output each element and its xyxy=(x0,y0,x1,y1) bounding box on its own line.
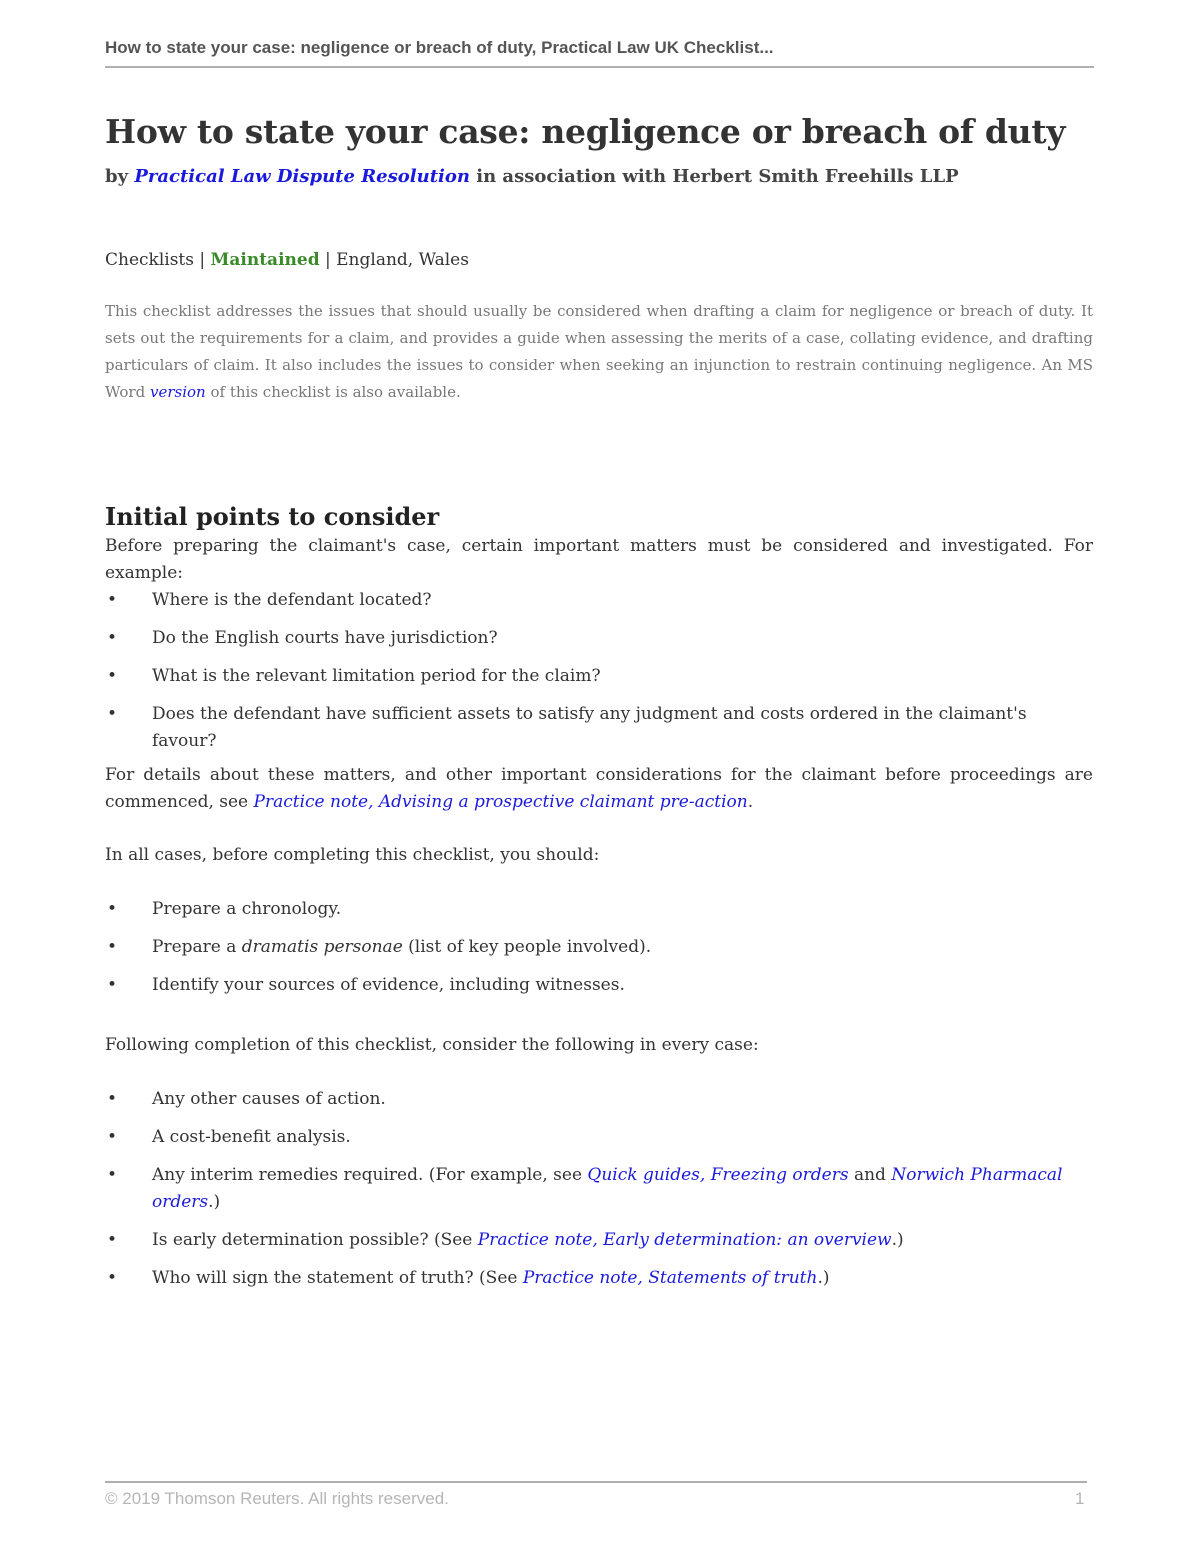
list-item: • Where is the defendant located? xyxy=(105,587,1093,614)
byline-suffix: in association with Herbert Smith Freehills LLP xyxy=(476,166,959,187)
list-item: • Does the defendant have sufficient assets to satisfy any judgment and costs ordered in the claimant's favour? xyxy=(105,701,1093,755)
list-item: • A cost-benefit analysis. xyxy=(105,1124,1093,1151)
bullet-icon: • xyxy=(107,590,118,610)
bullet-icon: • xyxy=(107,666,118,686)
before-checklist-paragraph: In all cases, before completing this checklist, you should: xyxy=(105,845,600,865)
page-title: How to state your case: negligence or breach of duty xyxy=(105,112,1066,151)
bullet-icon: • xyxy=(107,1127,118,1147)
byline xyxy=(105,166,959,187)
details-paragraph: For details about these matters, and other important considerations for the claimant before proceedings are commenced, see Practice note, Advising a prospective claimant pre-action. xyxy=(105,765,1093,812)
meta-separator: | xyxy=(325,250,331,270)
abstract xyxy=(105,298,1093,406)
advising-claimant-link[interactable]: Practice note, Advising a prospective claimant pre-action xyxy=(253,792,748,812)
meta-separator: | xyxy=(199,250,206,270)
list-item: • Any interim remedies required. (For example, see Quick guides, Freezing orders and Norwich Pharmacal orders.) xyxy=(105,1162,1093,1216)
list-item: • What is the relevant limitation period for the claim? xyxy=(105,663,1093,690)
doc-type: Checklists xyxy=(105,250,194,270)
initial-points-list xyxy=(105,587,1093,766)
version-link[interactable]: version xyxy=(149,383,206,401)
author-link[interactable]: Practical Law Dispute Resolution xyxy=(134,166,470,187)
freezing-orders-link[interactable]: Quick guides, Freezing orders xyxy=(587,1165,849,1185)
after-checklist-paragraph: Following completion of this checklist, consider the following in every case: xyxy=(105,1035,759,1055)
after-checklist-list xyxy=(105,1086,1093,1303)
early-determination-link[interactable]: Practice note, Early determination: an overview xyxy=(477,1230,892,1250)
byline-prefix: by xyxy=(105,166,129,187)
header-divider xyxy=(105,66,1094,68)
list-item: • Identify your sources of evidence, including witnesses. xyxy=(105,972,1093,999)
footer-divider xyxy=(105,1481,1087,1483)
bullet-icon: • xyxy=(107,1089,118,1109)
bullet-icon: • xyxy=(107,1165,118,1185)
status-badge: Maintained xyxy=(210,250,320,270)
copyright: © 2019 Thomson Reuters. All rights reserved. xyxy=(105,1489,449,1508)
abstract-text-end: of this checklist is also available. xyxy=(210,383,461,401)
list-item: • Is early determination possible? (See Practice note, Early determination: an overview.) xyxy=(105,1227,1093,1254)
list-item: • Who will sign the statement of truth? (See Practice note, Statements of truth.) xyxy=(105,1265,1093,1292)
bullet-icon: • xyxy=(107,937,118,957)
list-item: • Prepare a chronology. xyxy=(105,896,1093,923)
section-heading: Initial points to consider xyxy=(105,502,440,531)
page-number: 1 xyxy=(1075,1489,1085,1508)
list-item: • Do the English courts have jurisdiction? xyxy=(105,625,1093,652)
statements-of-truth-link[interactable]: Practice note, Statements of truth xyxy=(522,1268,818,1288)
section-intro: Before preparing the claimant's case, certain important matters must be considered and investigated. For example: xyxy=(105,536,1093,583)
bullet-icon: • xyxy=(107,1268,118,1288)
list-item: • Prepare a dramatis personae (list of key people involved). xyxy=(105,934,1093,961)
document-meta xyxy=(105,250,469,270)
bullet-icon: • xyxy=(107,899,118,919)
before-checklist-list xyxy=(105,896,1093,1010)
running-header: How to state your case: negligence or breach of duty, Practical Law UK Checklist... xyxy=(105,38,774,57)
list-item: • Any other causes of action. xyxy=(105,1086,1093,1113)
bullet-icon: • xyxy=(107,704,118,724)
bullet-icon: • xyxy=(107,975,118,995)
jurisdiction: England, Wales xyxy=(336,250,469,270)
bullet-icon: • xyxy=(107,628,118,648)
bullet-icon: • xyxy=(107,1230,118,1250)
norwich-pharmacal-link[interactable]: Norwich Pharmacal orders xyxy=(152,1165,1063,1212)
abstract-text: This checklist addresses the issues that should usually be considered when drafting a claim for negligence or breach of duty. It sets out the requirements for a claim, and provides a guide when assessing the merits of a case, collating evidence, and drafting particulars of claim. It also includes the issues to consider when seeking an injunction to restrain continuing negligence. An MS Word xyxy=(105,302,1093,401)
